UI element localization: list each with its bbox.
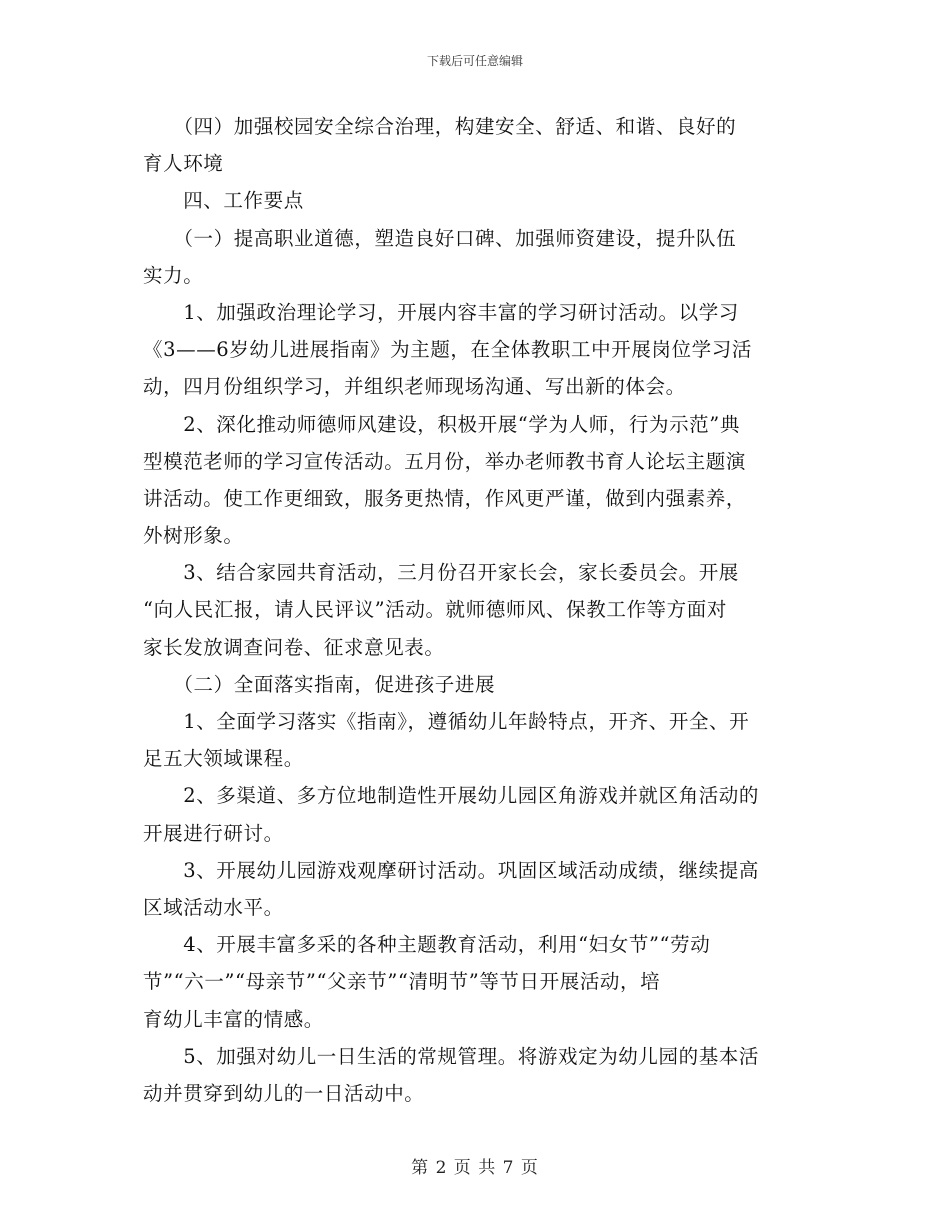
text-line: 节”“六一”“母亲节”“父亲节”“清明节”等节日开展活动，培 <box>143 970 661 994</box>
text-line: 育幼儿丰富的情感。 <box>143 1007 324 1031</box>
text-line: 2、多渠道、多方位地制造性开展幼儿园区角游戏并就区角活动的 <box>143 784 760 808</box>
text-line: （四）加强校园安全综合治理，构建安全、舒适、和谐、良好的 <box>143 115 737 138</box>
text-line: 3、结合家园共育活动，三月份召开家长会，家长委员会。开展 <box>143 561 739 585</box>
document-body <box>143 108 807 1112</box>
section-heading: 四、工作要点 <box>143 189 304 213</box>
text-line: 型模范老师的学习宣传活动。五月份，举办老师教书育人论坛主题演 <box>143 449 747 473</box>
text-line: （一）提高职业道德，塑造良好口碑、加强师资建设，提升队伍 <box>143 226 737 250</box>
text-line: 外树形象。 <box>143 524 244 548</box>
text-line: 家长发放调查问卷、征求意见表。 <box>143 635 445 659</box>
subsection-heading: （二）全面落实指南，促进孩子进展 <box>143 672 496 696</box>
text-line: “向人民汇报，请人民评议”活动。就师德师风、保教工作等方面对 <box>143 598 727 622</box>
text-line: 5、加强对幼儿一日生活的常规管理。将游戏定为幼儿园的基本活 <box>143 1044 760 1068</box>
text-line: 3、开展幼儿园游戏观摩研讨活动。巩固区域活动成绩，继续提高 <box>143 858 760 882</box>
page-number: 第 2 页 共 7 页 <box>411 1158 539 1178</box>
text-line: 1、加强政治理论学习，开展内容丰富的学习研讨活动。以学习 <box>143 300 739 324</box>
text-line: 4、开展丰富多采的各种主题教育活动，利用“妇女节”“劳动 <box>143 933 711 957</box>
text-line: 2、深化推动师德师风建设，积极开展“学为人师，行为示范”典 <box>143 412 740 436</box>
text-line: 开展进行研讨。 <box>143 821 284 845</box>
text-line: 实力。 <box>143 263 204 287</box>
text-line: 足五大领域课程。 <box>143 747 304 771</box>
text-line: 动，四月份组织学习，并组织老师现场沟通、写出新的体会。 <box>143 375 686 399</box>
text-line: 《3——6岁幼儿进展指南》为主题，在全体教职工中开展岗位学习活 <box>143 338 752 362</box>
text-line: 1、全面学习落实《指南》，遵循幼儿年龄特点，开齐、开全、开 <box>143 710 750 733</box>
text-line: 动并贯穿到幼儿的一日活动中。 <box>143 1081 425 1105</box>
page-header: 下载后可任意编辑 <box>426 54 523 68</box>
text-line: 讲活动。使工作更细致，服务更热情，作风更严谨，做到内强素养， <box>143 486 747 510</box>
text-line: 区域活动水平。 <box>143 895 284 919</box>
text-line: 育人环境 <box>143 152 224 176</box>
